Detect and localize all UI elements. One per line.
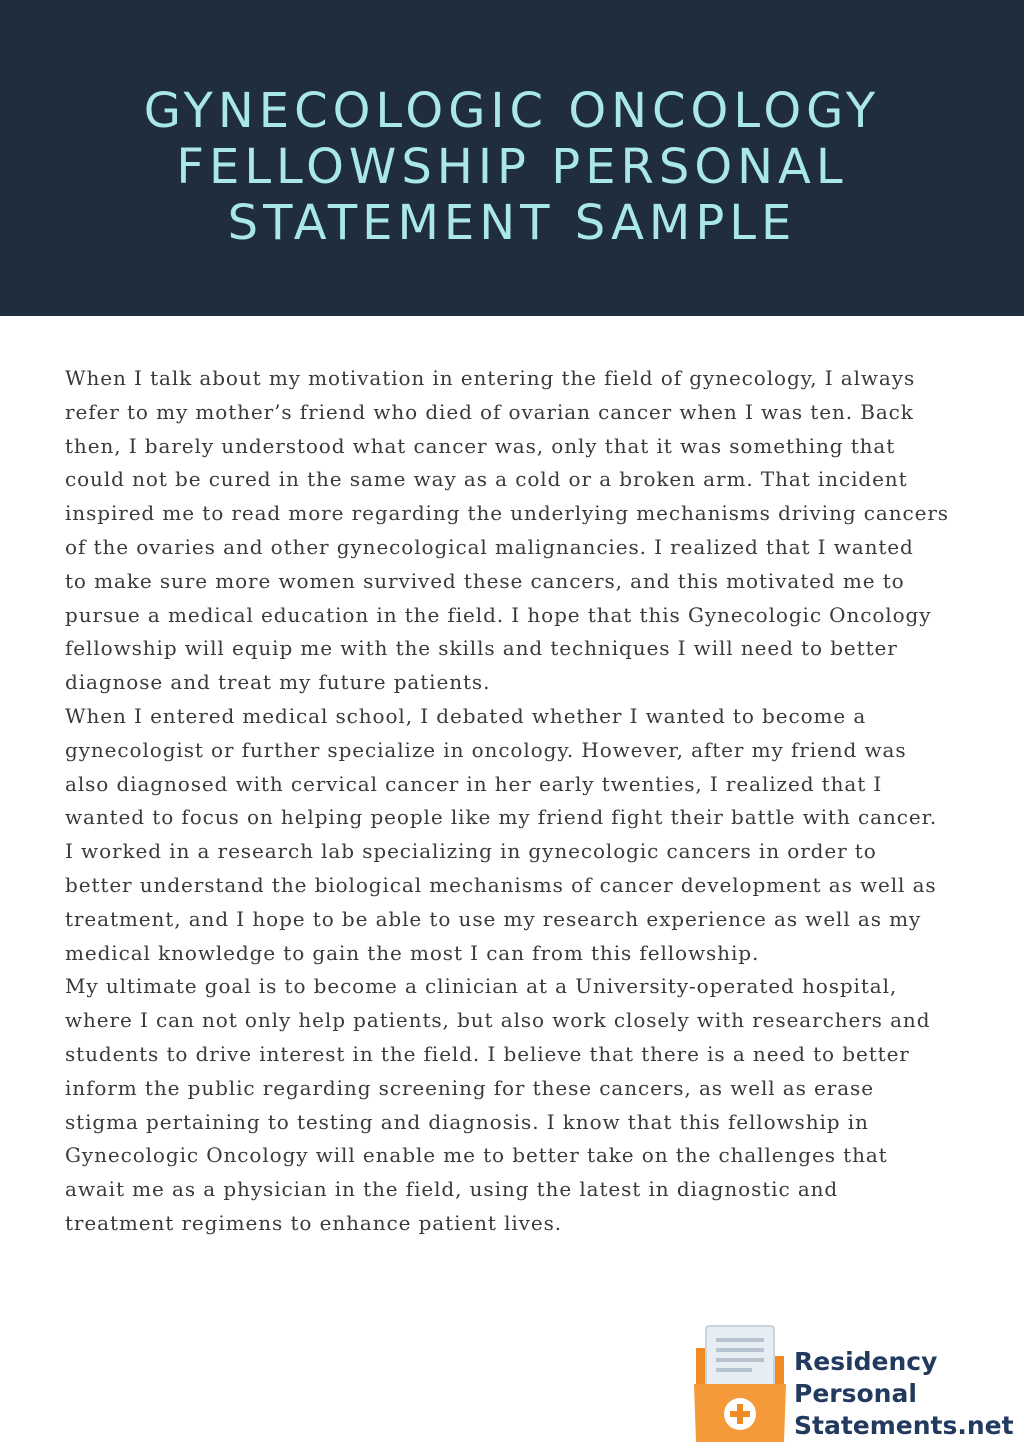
text-line: inform the public regarding screening for these cancers, as well as erase	[65, 1075, 874, 1100]
text-line: medical knowledge to gain the most I can from this fellowship.	[65, 940, 760, 965]
brand-line-3: Statements.net	[794, 1411, 1014, 1440]
text-line: could not be cured in the same way as a cold or a broken arm. That incident	[65, 467, 908, 492]
text-line: treatment, and I hope to be able to use my research experience as well as my	[65, 906, 922, 931]
text-line: refer to my mother’s friend who died of ovarian cancer when I was ten. Back	[65, 399, 914, 424]
text-line: stigma pertaining to testing and diagnosis. I know that this fellowship in	[65, 1109, 869, 1134]
title-line-2: FELLOWSHIP PERSONAL	[176, 139, 848, 195]
brand-wordmark	[794, 1346, 1014, 1442]
text-line: diagnose and treat my future patients.	[65, 670, 491, 695]
text-line: When I talk about my motivation in entering the field of gynecology, I always	[65, 366, 916, 390]
text-line: better understand the biological mechanisms of cancer development as well as	[65, 872, 937, 897]
text-line: of the ovaries and other gynecological malignancies. I realized that I wanted	[65, 534, 914, 559]
text-line: inspired me to read more regarding the underlying mechanisms driving cancers	[65, 501, 949, 526]
header-banner	[0, 0, 1024, 316]
text-line: gynecologist or further specialize in oncology. However, after my friend was	[65, 737, 907, 762]
folder-document-plus-icon	[692, 1322, 788, 1446]
text-line: pursue a medical education in the field. I hope that this Gynecologic Oncology	[65, 602, 932, 627]
brand-line-2: Personal	[794, 1379, 917, 1408]
text-line: also diagnosed with cervical cancer in her early twenties, I realized that I	[65, 771, 883, 796]
text-line: students to drive interest in the field. I believe that there is a need to better	[65, 1041, 910, 1066]
title-line-1: GYNECOLOGIC ONCOLOGY	[143, 83, 881, 139]
text-line: treatment regimens to enhance patient lives.	[65, 1210, 563, 1235]
text-line: wanted to focus on helping people like my friend fight their battle with cancer.	[65, 805, 938, 830]
text-line: to make sure more women survived these cancers, and this motivated me to	[65, 568, 905, 593]
text-line: await me as a physician in the field, using the latest in diagnostic and	[65, 1177, 839, 1202]
text-line: Gynecologic Oncology will enable me to better take on the challenges that	[65, 1143, 888, 1168]
text-line: then, I barely understood what cancer was, only that it was something that	[65, 433, 896, 458]
text-line: When I entered medical school, I debated whether I wanted to become a	[65, 703, 867, 728]
page-title	[144, 65, 881, 251]
text-line: fellowship will equip me with the skills and techniques I will need to better	[65, 636, 898, 661]
text-line: My ultimate goal is to become a clinician at a University-operated hospital,	[65, 974, 898, 999]
brand-logo	[692, 1322, 1022, 1446]
text-line: I worked in a research lab specializing in gynecologic cancers in order to	[65, 839, 877, 864]
title-line-3: STATEMENT SAMPLE	[227, 195, 797, 251]
statement-body	[65, 362, 995, 1241]
text-line: where I can not only help patients, but also work closely with researchers and	[65, 1008, 931, 1033]
brand-line-1: Residency	[794, 1347, 938, 1376]
